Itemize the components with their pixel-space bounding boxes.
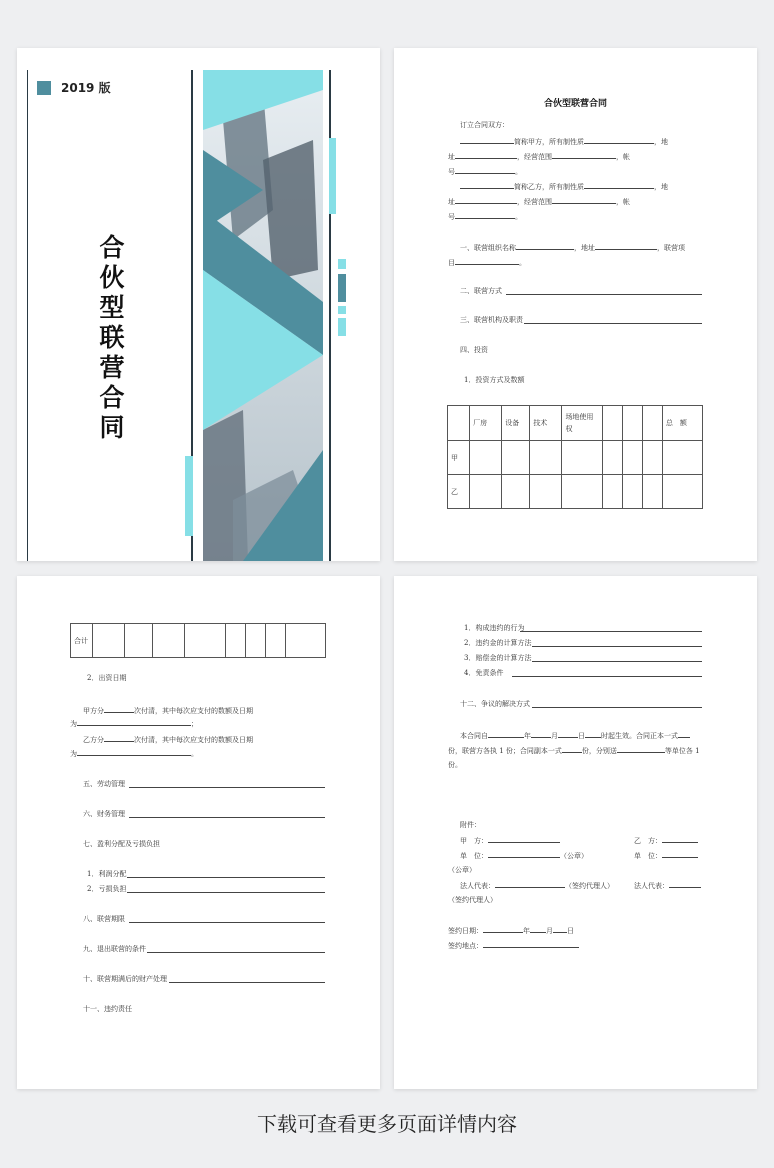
contract-page-1	[394, 48, 757, 561]
text: （签约代理人）	[565, 882, 614, 890]
text: 月	[546, 927, 553, 935]
section-1-cont: 目 。	[448, 259, 526, 267]
table-header-cell: 厂房	[470, 406, 502, 441]
text: 法人代表：	[634, 882, 669, 890]
text: ，经营范围	[517, 198, 552, 206]
text: ，地	[654, 138, 668, 146]
text: 签约日期：	[448, 927, 483, 935]
section-9: 九、退出联营的条件	[83, 945, 146, 953]
table-cell	[225, 624, 245, 658]
blank-field	[516, 242, 574, 250]
table-cell	[470, 475, 502, 509]
text: 日	[578, 732, 585, 740]
text: ，联营项	[657, 244, 685, 252]
party-b-unit	[634, 850, 698, 861]
section-4: 四、投资	[460, 346, 488, 354]
table-cell	[562, 441, 602, 475]
contract-page-2	[17, 576, 380, 1089]
blank-field	[531, 730, 551, 738]
text: 为	[70, 720, 77, 728]
section-11: 十一、违约责任	[83, 1005, 132, 1013]
party-a-line	[460, 136, 668, 147]
table-cell	[530, 475, 562, 509]
blank-field	[552, 151, 616, 159]
blank-line	[524, 323, 702, 324]
text: 一、联营组织名称	[460, 244, 516, 252]
cover-title	[97, 233, 127, 443]
section-10: 十、联营期满后的财产处理	[83, 975, 167, 983]
blank-field	[558, 730, 578, 738]
text: 甲 方：	[460, 837, 488, 845]
section-7-1: 1．利润分配	[87, 870, 127, 878]
table-header-cell	[602, 406, 622, 441]
cover-title-char: 营	[99, 353, 125, 382]
cover-divider-line	[27, 70, 28, 561]
blank-line	[532, 661, 702, 662]
section-3: 三、联营机构及职责	[460, 316, 523, 324]
blank-line	[520, 631, 702, 632]
breach-item-3: 3．赔偿金的计算方法	[464, 654, 532, 662]
table-header-cell	[448, 406, 470, 441]
table-cell	[285, 624, 325, 658]
blank-field	[553, 925, 567, 933]
text: 份，联营方各执 1 份；合同副本一式	[448, 747, 562, 755]
blank-field	[678, 730, 690, 738]
text: 日	[567, 927, 574, 935]
blank-line	[129, 817, 325, 818]
text: ，经营范围	[517, 153, 552, 161]
blank-field	[455, 211, 515, 219]
blank-field	[669, 880, 701, 888]
text: 年	[524, 732, 531, 740]
table-header-cell	[622, 406, 642, 441]
table-header-cell: 总 额	[662, 406, 702, 441]
table-cell	[93, 624, 125, 658]
text: 时起生效。合同正本一式	[601, 732, 678, 740]
cover-page	[17, 48, 380, 561]
party-a-account-line: 号 。	[448, 168, 522, 176]
text: 为	[70, 750, 77, 758]
party-b-seal: （公章）	[448, 866, 476, 874]
table-cell	[502, 475, 530, 509]
text: 月	[551, 732, 558, 740]
party-b-agent: （签约代理人）	[448, 896, 497, 904]
table-header-cell	[642, 406, 662, 441]
breach-item-1: 1．构成违约的行为	[464, 624, 525, 632]
party-b-address-line	[448, 196, 630, 207]
blank-field	[617, 745, 665, 753]
blank-field	[455, 166, 515, 174]
table-row-label: 甲	[448, 441, 470, 475]
party-b-rep	[634, 880, 701, 891]
text: 等单位各 1	[664, 747, 700, 755]
cover-building-artwork	[203, 70, 323, 561]
table-cell	[562, 475, 602, 509]
table-cell	[662, 475, 702, 509]
party-b-account-line: 号 。	[448, 213, 522, 221]
blank-line	[147, 952, 325, 953]
blank-field	[530, 925, 546, 933]
blank-field	[104, 705, 134, 713]
table-header-cell: 场地使用权	[562, 406, 602, 441]
blank-line	[506, 294, 702, 295]
blank-field	[104, 734, 134, 742]
text: 签约地点：	[448, 942, 483, 950]
effective-line	[460, 730, 690, 741]
text: 址	[448, 198, 455, 206]
cover-title-char: 合	[99, 383, 125, 412]
table-cell	[125, 624, 153, 658]
text: 乙 方：	[634, 837, 662, 845]
party-a-payment	[83, 705, 253, 716]
text: 年	[523, 927, 530, 935]
blank-field	[562, 745, 582, 753]
text: （公章）	[560, 852, 588, 860]
blank-field	[584, 181, 654, 189]
table-cell	[185, 624, 225, 658]
blank-line	[512, 676, 702, 677]
blank-field	[460, 181, 514, 189]
table-cell	[245, 624, 265, 658]
table-cell	[642, 475, 662, 509]
party-b-line	[460, 181, 668, 192]
blank-field	[552, 196, 616, 204]
blank-field	[455, 257, 519, 265]
text: 号	[448, 213, 455, 221]
investment-table	[447, 405, 703, 509]
text: 单 位：	[634, 852, 662, 860]
cover-title-char: 型	[99, 293, 125, 322]
text: ，地址	[574, 244, 595, 252]
table-cell	[530, 441, 562, 475]
blank-field	[483, 940, 579, 948]
bottom-caption: 下载可查看更多页面详情内容	[257, 1112, 517, 1136]
section-1-line	[460, 242, 685, 253]
breach-item-4: 4．免责条件	[464, 669, 504, 677]
party-a-address-line	[448, 151, 630, 162]
section-5: 五、劳动管理	[83, 780, 125, 788]
table-cell	[502, 441, 530, 475]
cover-accent-bar	[338, 306, 346, 314]
blank-line	[532, 707, 702, 708]
cover-title-char: 同	[99, 413, 125, 442]
blank-field	[455, 151, 517, 159]
table-cell	[153, 624, 185, 658]
section-4-1: 1．投资方式及数额	[464, 376, 525, 384]
text: 。	[191, 750, 198, 758]
contract-page-3	[394, 576, 757, 1089]
blank-line	[129, 787, 325, 788]
table-cell	[265, 624, 285, 658]
party-a-unit	[460, 850, 588, 861]
blank-field	[488, 850, 560, 858]
party-a-rep	[460, 880, 614, 891]
cover-accent-bar	[338, 274, 346, 302]
blank-field	[77, 718, 191, 726]
blank-field	[595, 242, 657, 250]
cover-square-mark	[37, 81, 51, 95]
party-a-sign	[460, 835, 560, 846]
blank-field	[662, 835, 698, 843]
total-table	[70, 623, 326, 658]
breach-item-2: 2．违约金的计算方法	[464, 639, 532, 647]
table-cell	[642, 441, 662, 475]
table-row-label: 乙	[448, 475, 470, 509]
blank-field	[460, 136, 514, 144]
attachment-label: 附件：	[460, 821, 481, 829]
blank-field	[483, 925, 523, 933]
cover-accent-bar	[338, 259, 346, 269]
table-cell	[622, 475, 642, 509]
blank-line	[169, 982, 325, 983]
table-row-label: 合计	[71, 624, 93, 658]
section-12: 十二、争议的解决方式	[460, 700, 530, 708]
table-cell	[602, 441, 622, 475]
intro-line: 订立合同双方：	[460, 121, 509, 129]
section-7: 七、盈利分配及亏损负担	[83, 840, 160, 848]
table-header-cell: 设备	[502, 406, 530, 441]
cover-year: 2019 版	[61, 81, 111, 95]
cover-accent-bar	[329, 138, 336, 214]
table-cell	[662, 441, 702, 475]
text: 法人代表：	[460, 882, 495, 890]
blank-field	[488, 835, 560, 843]
blank-field	[455, 196, 517, 204]
sign-date	[448, 925, 574, 936]
item-2: 2．出资日期	[87, 674, 127, 682]
blank-field	[495, 880, 565, 888]
blank-line	[532, 646, 702, 647]
text: 乙方分	[83, 736, 104, 744]
text: ，地	[654, 183, 668, 191]
cover-title-char: 伙	[99, 263, 125, 292]
text: 次付清，其中每次应支付的数额及日期	[134, 736, 253, 744]
blank-field	[662, 850, 698, 858]
blank-field	[488, 730, 524, 738]
table-header-cell: 技术	[530, 406, 562, 441]
text: 甲方分	[83, 707, 104, 715]
copies-line-end: 份。	[448, 761, 462, 769]
section-6: 六、财务管理	[83, 810, 125, 818]
section-7-2: 2．亏损负担	[87, 885, 127, 893]
text: 简称甲方，所有制性质	[514, 138, 584, 146]
blank-field	[584, 136, 654, 144]
party-b-sign	[634, 835, 698, 846]
text: ，帐	[616, 198, 630, 206]
table-cell	[470, 441, 502, 475]
text: 简称乙方，所有制性质	[514, 183, 584, 191]
blank-field	[585, 730, 601, 738]
blank-line	[129, 922, 325, 923]
text: 目	[448, 259, 455, 267]
text: 号	[448, 168, 455, 176]
sign-place	[448, 940, 579, 951]
party-b-payment	[83, 734, 253, 745]
text: ，帐	[616, 153, 630, 161]
cover-title-char: 合	[99, 233, 125, 262]
text: 址	[448, 153, 455, 161]
text: ；	[191, 720, 198, 728]
party-a-payment-cont	[70, 718, 198, 729]
blank-line	[127, 892, 325, 893]
cover-accent-bar	[338, 318, 346, 336]
text: 份，分别送	[581, 747, 617, 755]
blank-field	[77, 748, 191, 756]
section-2: 二、联营方式	[460, 287, 502, 295]
blank-line	[127, 877, 325, 878]
text: 次付清，其中每次应支付的数额及日期	[134, 707, 253, 715]
table-cell	[602, 475, 622, 509]
section-8: 八、联营期限	[83, 915, 125, 923]
text: 本合同自	[460, 732, 488, 740]
table-cell	[622, 441, 642, 475]
text: 单 位：	[460, 852, 488, 860]
cover-title-char: 联	[99, 323, 125, 352]
cover-accent-bar	[185, 456, 193, 536]
copies-line	[448, 745, 700, 756]
party-b-payment-cont	[70, 748, 198, 759]
page-title: 合伙型联营合同	[543, 99, 607, 109]
